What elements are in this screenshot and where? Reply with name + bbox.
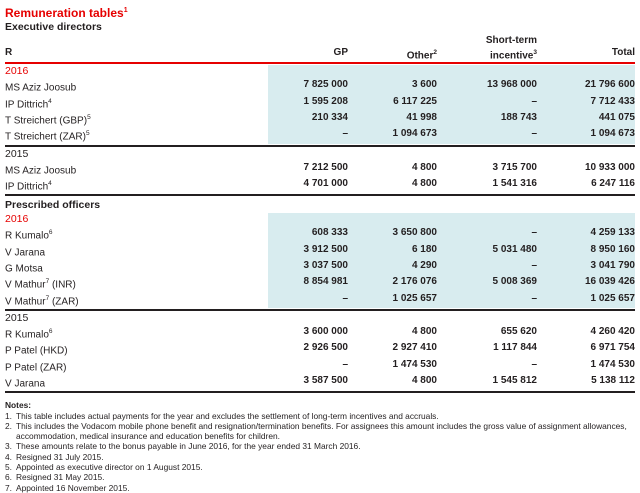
cell-sti: 1 117 844	[493, 342, 537, 354]
year-label-row	[5, 312, 635, 325]
year-label: 2015	[5, 311, 29, 324]
cell-total: 4 259 133	[590, 227, 635, 239]
note-text: Resigned 31 July 2015.	[16, 451, 104, 462]
col-header-gp: GP	[333, 47, 348, 58]
col-header-short-term-line2: incentive$^3$	[490, 49, 537, 62]
note-item	[5, 421, 635, 442]
cell-gp: 4 701 000	[303, 177, 348, 189]
year-label: 2016	[5, 65, 29, 78]
cell-total: 10 933 000	[584, 161, 635, 173]
cell-sti: 188 743	[500, 111, 537, 123]
note-number: 6.	[5, 472, 12, 483]
cell-name: P Patel (ZAR)	[5, 361, 67, 373]
cell-sti: 655 620	[500, 325, 537, 337]
cell-total: 1 474 530	[590, 358, 635, 370]
cell-other: 4 290	[411, 259, 437, 271]
cell-total: 7 712 433	[590, 95, 635, 107]
table-row	[5, 374, 635, 390]
cell-other: 4 800	[411, 325, 437, 337]
group-executive-2015	[5, 147, 635, 197]
cell-name: V Jarana	[5, 246, 46, 258]
cell-name: R Kumalo$^6$	[5, 229, 53, 242]
table-row	[5, 177, 635, 193]
table-row	[5, 243, 635, 259]
cell-total: 5 138 112	[591, 374, 635, 386]
cell-total: 1 094 673	[590, 128, 635, 140]
table-row	[5, 95, 635, 111]
cell-total: 8 950 160	[590, 243, 635, 255]
cell-total: 6 247 116	[591, 177, 635, 189]
cell-total: 16 039 426	[584, 276, 635, 288]
cell-total: 1 025 657	[590, 292, 635, 304]
cell-gp: 3 912 500	[303, 243, 348, 255]
note-item	[5, 452, 635, 462]
cell-gp: 8 854 981	[303, 276, 348, 288]
col-header-other: Other$^2$	[406, 49, 437, 62]
table-row	[5, 226, 635, 242]
table-row	[5, 341, 635, 357]
table-row	[5, 111, 635, 127]
group-prescribed-2015	[5, 311, 635, 393]
table-row	[5, 275, 635, 291]
note-item	[5, 441, 635, 451]
cell-name: MS Aziz Joosub	[5, 82, 77, 94]
cell-sti: –	[531, 259, 537, 271]
col-header-sti-note-ref: 3	[533, 49, 537, 56]
table-row	[5, 259, 635, 275]
table-column-header	[5, 33, 635, 64]
cell-sti: –	[531, 227, 537, 239]
note-item	[5, 472, 635, 482]
note-text: This table includes actual payments for the year and excludes the settlement of long-term incentives and accruals.	[16, 410, 439, 421]
note-number: 4.	[5, 451, 12, 462]
cell-gp: –	[342, 358, 348, 370]
cell-sti: –	[531, 128, 537, 140]
cell-name: MS Aziz Joosub	[5, 164, 77, 176]
note-number: 2.	[5, 420, 12, 431]
cell-other: 2 927 410	[392, 342, 437, 354]
col-header-currency: R	[5, 47, 13, 58]
cell-name: V Mathur$^7$ (INR)	[5, 278, 76, 291]
col-header-other-note-ref: 2	[433, 49, 437, 56]
cell-name: R Kumalo$^6$	[5, 327, 53, 341]
cell-sti: 13 968 000	[486, 79, 537, 91]
cell-sti: –	[531, 95, 537, 107]
cell-sti: –	[531, 292, 537, 304]
year-label: 2016	[5, 213, 29, 226]
group-prescribed-2016	[5, 212, 635, 311]
cell-other: 4 800	[411, 177, 437, 189]
cell-gp: –	[342, 292, 348, 304]
cell-total: 21 796 600	[584, 79, 635, 91]
cell-name: T Streichert (ZAR)$^5$	[5, 130, 90, 143]
cell-sti: 5 031 480	[492, 243, 537, 255]
cell-total: 6 971 754	[590, 342, 635, 354]
note-text: This includes the Vodacom mobile phone benefit and resignation/termination benefits. For assignees this amount includes the gross value of assignment allowances, accommodation, medical insurance and education benefits for children.	[16, 420, 627, 442]
cell-total: 3 041 790	[590, 259, 635, 271]
note-text: These amounts relate to the bonus payable in June 2016, for the year ended 31 March 2016.	[16, 441, 361, 452]
note-item	[5, 411, 635, 421]
cell-gp: 7 825 000	[303, 79, 348, 91]
note-text: Appointed as executive director on 1 August 2015.	[16, 462, 203, 473]
year-label-row	[5, 148, 635, 161]
note-text: Resigned 31 May 2015.	[16, 472, 105, 483]
year-label: 2015	[5, 147, 29, 160]
cell-name: IP Dittrich$^4$	[5, 179, 52, 193]
notes-section	[5, 400, 635, 493]
cell-gp: 210 334	[311, 111, 348, 123]
table-row	[5, 161, 635, 177]
year-label-row	[5, 65, 635, 78]
cell-gp: –	[342, 128, 348, 140]
cell-other: 3 650 800	[392, 227, 437, 239]
cell-other: 1 025 657	[392, 292, 437, 304]
page-title-text: Remuneration tables	[5, 6, 124, 20]
cell-gp: 2 926 500	[303, 342, 348, 354]
cell-other: 6 180	[411, 243, 437, 255]
page-title	[5, 3, 635, 21]
cell-name: T Streichert (GBP)$^5$	[5, 113, 91, 127]
cell-gp: 7 212 500	[303, 161, 348, 173]
cell-other: 1 474 530	[392, 358, 437, 370]
year-label-row	[5, 213, 635, 226]
cell-name: V Jarana	[5, 378, 46, 390]
cell-sti: –	[531, 358, 537, 370]
cell-name: IP Dittrich$^4$	[5, 97, 52, 110]
cell-sti: 5 008 369	[492, 276, 537, 288]
table-row	[5, 78, 635, 94]
note-item	[5, 462, 635, 472]
cell-other: 4 800	[411, 374, 437, 386]
cell-gp: 3 587 500	[303, 374, 348, 386]
cell-name: P Patel (HKD)	[5, 345, 68, 357]
note-number: 5.	[5, 462, 12, 473]
note-text: Appointed 16 November 2015.	[16, 482, 130, 493]
cell-name: V Mathur$^7$ (ZAR)	[5, 294, 79, 307]
cell-name: G Motsa	[5, 263, 43, 275]
table-row	[5, 127, 635, 143]
note-number: 1.	[5, 410, 12, 421]
group-executive-2016	[5, 64, 635, 146]
table-row	[5, 325, 635, 341]
section-heading-executive-directors: Executive directors	[5, 21, 102, 33]
cell-other: 1 094 673	[392, 128, 437, 140]
note-number: 7.	[5, 482, 12, 493]
notes-heading: Notes:	[5, 400, 32, 411]
cell-total: 441 075	[598, 111, 635, 123]
cell-other: 3 600	[411, 79, 437, 91]
table-row	[5, 358, 635, 374]
cell-other: 4 800	[411, 161, 437, 173]
cell-total: 4 260 420	[590, 325, 635, 337]
cell-gp: 3 037 500	[303, 259, 348, 271]
col-header-total: Total	[611, 47, 635, 58]
cell-other: 6 117 225	[393, 95, 437, 107]
page-title-note-ref: 1	[123, 7, 128, 14]
cell-gp: 3 600 000	[303, 325, 348, 337]
cell-gp: 608 333	[311, 227, 348, 239]
note-item	[5, 483, 635, 493]
section-heading-prescribed-officers: Prescribed officers	[5, 199, 101, 212]
cell-other: 2 176 076	[392, 276, 437, 288]
cell-sti: 3 715 700	[492, 161, 537, 173]
table-row	[5, 292, 635, 308]
col-header-short-term-line1: Short-term	[485, 35, 537, 46]
note-number: 3.	[5, 441, 12, 452]
cell-sti: 1 541 316	[492, 177, 537, 189]
cell-gp: 1 595 208	[303, 95, 348, 107]
cell-other: 41 998	[406, 111, 437, 123]
cell-sti: 1 545 812	[492, 374, 537, 386]
